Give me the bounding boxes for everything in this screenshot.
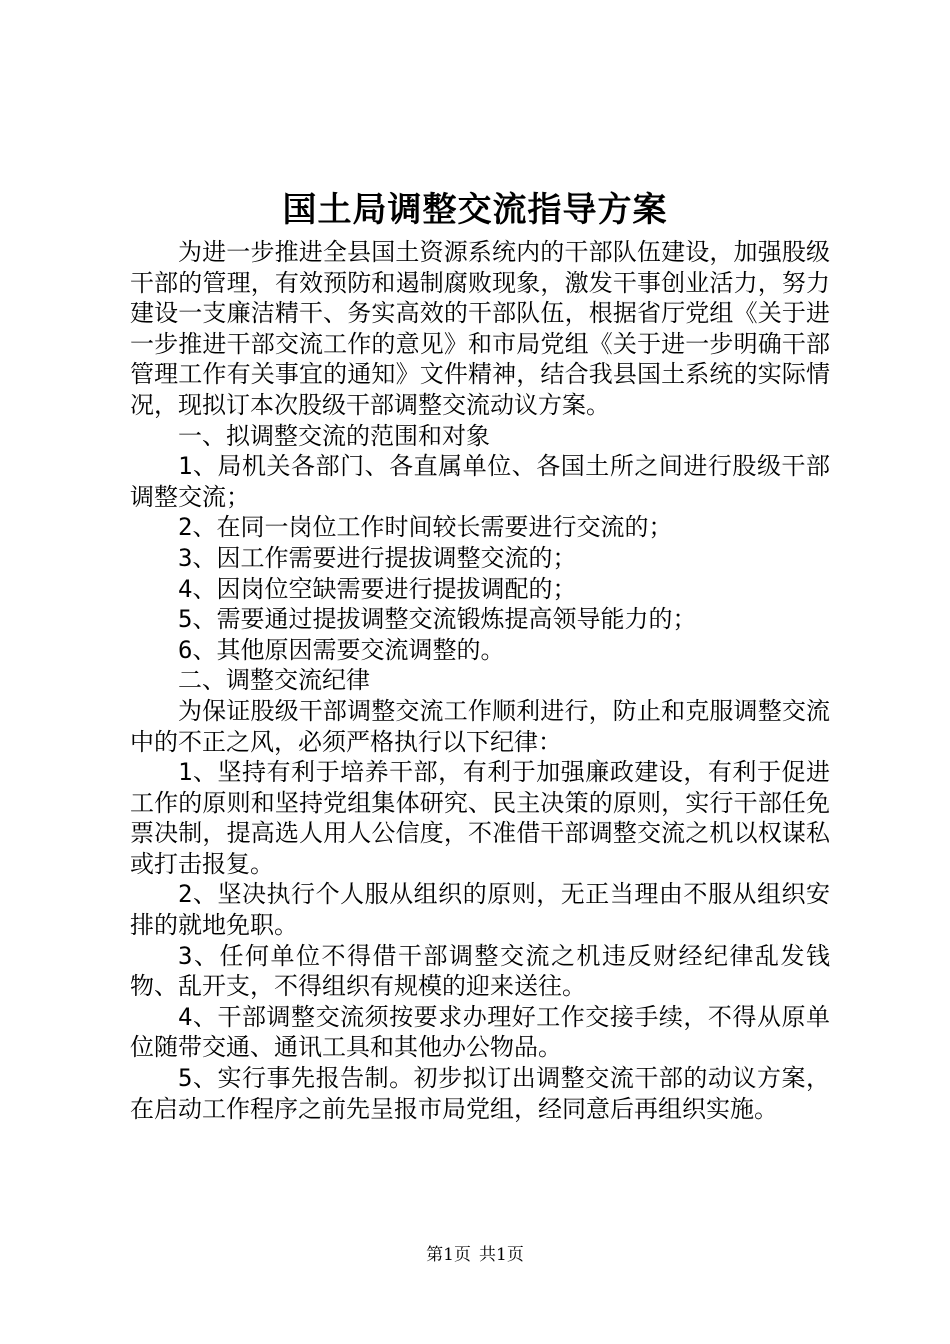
intro-paragraph: 为进一步推进全县国土资源系统内的干部队伍建设，加强股级干部的管理，有效预防和遏制腐败现象，激发干事创业活力，努力建设一支廉洁精干、务实高效的干部队伍，根据省厅党组《关于进一步推进干部交流工作的意见》和市局党组《关于进一步明确干部管理工作有关事宜的通知》文件精神，结合我县国土系统的实际情况，现拟订本次股级干部调整交流动议方案。 — [130, 238, 830, 419]
discipline-item-4: 4、干部调整交流须按要求办理好工作交接手续，不得从原单位随带交通、通讯工具和其他办公物品。 — [130, 1002, 830, 1062]
page-number-total: 共1页 — [479, 1245, 524, 1265]
discipline-item-5: 5、实行事先报告制。初步拟订出调整交流干部的动议方案，在启动工作程序之前先呈报市局党组，经同意后再组织实施。 — [130, 1064, 830, 1123]
discipline-intro-paragraph: 为保证股级干部调整交流工作顺利进行，防止和克服调整交流中的不正之风，必须严格执行以下纪律： — [130, 696, 830, 756]
scope-item-5: 5、需要通过提拔调整交流锻炼提高领导能力的； — [178, 605, 697, 634]
page-footer — [0, 1244, 950, 1266]
scope-item-2: 2、在同一岗位工作时间较长需要进行交流的； — [178, 513, 673, 542]
scope-item-4: 4、因岗位空缺需要进行提拔调配的； — [178, 574, 577, 603]
section-heading-scope: 一、拟调整交流的范围和对象 — [178, 421, 490, 450]
scope-item-3: 3、因工作需要进行提拔调整交流的； — [178, 543, 577, 572]
discipline-item-2: 2、坚决执行个人服从组织的原则，无正当理由不服从组织安排的就地免职。 — [130, 880, 830, 940]
section-heading-discipline: 二、调整交流纪律 — [178, 666, 370, 695]
discipline-item-1: 1、坚持有利于培养干部，有利于加强廉政建设，有利于促进工作的原则和坚持党组集体研究、民主决策的原则，实行干部任免票决制，提高选人用人公信度，不准借干部调整交流之机以权谋私或打击报复。 — [130, 758, 830, 878]
discipline-item-3: 3、任何单位不得借干部调整交流之机违反财经纪律乱发钱物、乱开支，不得组织有规模的迎来送往。 — [130, 941, 830, 1001]
page-number-current: 第1页 — [426, 1245, 471, 1265]
document-body — [130, 237, 830, 1124]
scope-item-6: 6、其他原因需要交流调整的。 — [178, 635, 505, 664]
scope-item-1: 1、局机关各部门、各直属单位、各国土所之间进行股级干部调整交流； — [130, 452, 830, 511]
document-title: 国土局调整交流指导方案 — [282, 190, 668, 230]
